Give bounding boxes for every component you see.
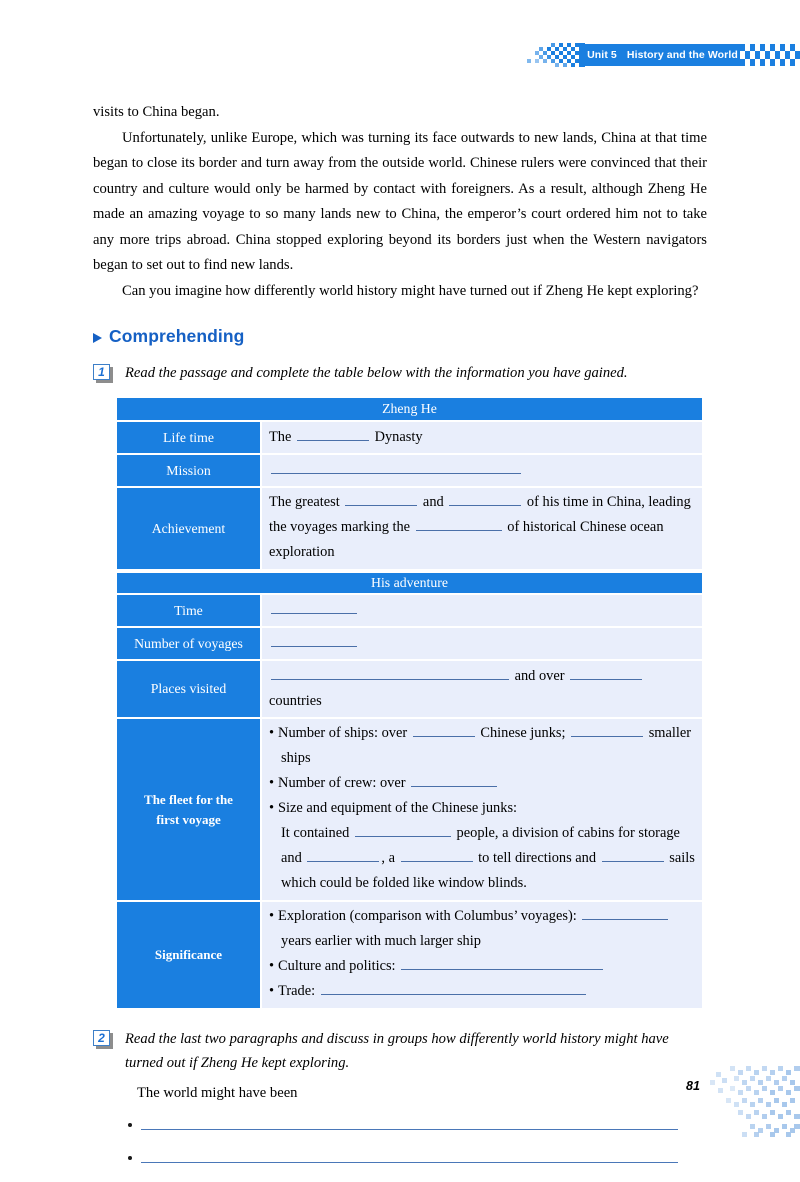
- fleet-text-g: people, a division of cabins for storage: [452, 825, 680, 841]
- fleet-text-j: to tell directions and: [474, 850, 600, 866]
- bullet-icon: •: [269, 725, 275, 741]
- achievement-text-d: the voyages marking the: [269, 519, 414, 535]
- significance-bullet-2[interactable]: [269, 954, 697, 979]
- blank-field[interactable]: [401, 955, 603, 970]
- exercise-1-instruction: Read the passage and complete the table below with the information you have gained.: [125, 365, 628, 381]
- fleet-text-e: Size and equipment of the Chinese junks:: [278, 800, 518, 816]
- places-text-a: and over: [511, 668, 569, 684]
- row-label-achievement: Achievement: [117, 488, 262, 571]
- blank-field[interactable]: [570, 665, 642, 680]
- exercise-2: [93, 1027, 707, 1075]
- table-row-time: [117, 595, 702, 628]
- fleet-label-line-2: first voyage: [156, 811, 221, 827]
- blank-field[interactable]: [602, 847, 664, 862]
- exercise-1-number-badge: [93, 364, 113, 383]
- exercise-1-number: 1: [98, 365, 105, 379]
- page-content: [93, 100, 707, 1182]
- row-label-mission: Mission: [117, 455, 262, 488]
- fleet-bullet-3-detail[interactable]: [269, 821, 697, 896]
- sig-text-c: Trade:: [278, 983, 319, 999]
- header-pattern-right-icon: [740, 44, 800, 66]
- fleet-text-l: which could be folded like window blinds.: [281, 875, 527, 891]
- row-value-places-visited[interactable]: [262, 661, 702, 719]
- paragraph-continuation: visits to China began.: [93, 104, 220, 120]
- blank-field[interactable]: [416, 516, 502, 531]
- fleet-label-line-1: The fleet for the: [144, 791, 233, 807]
- row-label-fleet: [117, 719, 262, 902]
- fleet-text-c: smaller: [645, 725, 692, 741]
- row-label-time: Time: [117, 595, 262, 628]
- row-value-time[interactable]: [262, 595, 702, 628]
- fleet-text-cont: ships: [281, 750, 311, 766]
- fleet-bullet-1[interactable]: [269, 721, 697, 771]
- exercise-2-answer-list: [128, 1116, 707, 1163]
- answer-input-line[interactable]: [141, 1129, 678, 1130]
- blank-field[interactable]: [411, 772, 497, 787]
- row-value-mission[interactable]: [262, 455, 702, 488]
- row-value-achievement[interactable]: [262, 488, 702, 571]
- unit-title: History and the World: [626, 49, 738, 61]
- blank-field[interactable]: [307, 847, 379, 862]
- triangle-right-icon: [93, 333, 102, 343]
- paragraph-3: Can you imagine how differently world history might have turned out if Zheng He kept exploring?: [122, 282, 699, 299]
- blank-field[interactable]: [271, 599, 357, 614]
- table-title-row: [117, 398, 702, 422]
- achievement-text-e: of historical Chinese ocean: [503, 519, 664, 535]
- badge-box: [93, 1030, 110, 1046]
- blank-field[interactable]: [571, 722, 643, 737]
- fleet-bullet-3[interactable]: [269, 796, 697, 821]
- blank-field[interactable]: [271, 665, 509, 680]
- unit-banner: [585, 44, 740, 66]
- blank-field[interactable]: [297, 426, 369, 441]
- answer-line-2[interactable]: [128, 1149, 707, 1163]
- blank-field[interactable]: [345, 491, 417, 506]
- fleet-text-h: and: [281, 850, 306, 866]
- comprehending-heading: [93, 326, 707, 347]
- exercise-2-prompt: The world might have been: [137, 1085, 298, 1101]
- row-label-number-of-voyages: Number of voyages: [117, 628, 262, 661]
- fleet-text-i: , a: [381, 850, 399, 866]
- table-subtitle-row: [117, 571, 702, 595]
- bullet-icon: [128, 1123, 132, 1127]
- row-label-lifetime: Life time: [117, 422, 262, 455]
- zheng-he-table: [117, 398, 702, 1010]
- row-label-places-visited: Places visited: [117, 661, 262, 719]
- blank-field[interactable]: [271, 632, 357, 647]
- exercise-2-number-badge: [93, 1030, 113, 1049]
- answer-input-line[interactable]: [141, 1162, 678, 1163]
- exercise-2-number: 2: [98, 1031, 105, 1045]
- bullet-icon: •: [269, 800, 275, 816]
- table-row-achievement: [117, 488, 702, 571]
- table-row-fleet: [117, 719, 702, 902]
- achievement-text-f: exploration: [269, 544, 335, 560]
- row-value-lifetime[interactable]: The Dynasty: [262, 422, 702, 455]
- blank-field[interactable]: [582, 905, 668, 920]
- achievement-text-b: and: [419, 494, 448, 510]
- achievement-text-a: The greatest: [269, 494, 344, 510]
- blank-field[interactable]: [449, 491, 521, 506]
- sig-text-b: Culture and politics:: [278, 958, 400, 974]
- unit-label: Unit 5: [587, 49, 617, 61]
- table-row-places-visited: [117, 661, 702, 719]
- exercise-1: [93, 361, 707, 385]
- blank-field[interactable]: [401, 847, 473, 862]
- bullet-icon: •: [269, 775, 275, 791]
- fleet-text-d: Number of crew: over: [278, 775, 410, 791]
- significance-bullet-3[interactable]: [269, 979, 697, 1004]
- exercise-2-instruction: Read the last two paragraphs and discuss in groups how differently world history might have turned out if Zheng He kept exploring.: [125, 1031, 669, 1071]
- bullet-icon: •: [269, 908, 275, 924]
- table-subtitle: His adventure: [117, 571, 702, 595]
- table-row-number-of-voyages: [117, 628, 702, 661]
- page-header: [0, 0, 800, 86]
- blank-field[interactable]: [355, 822, 451, 837]
- fleet-text-f: It contained: [281, 825, 353, 841]
- significance-bullet-1[interactable]: [269, 904, 697, 954]
- blank-field[interactable]: [321, 980, 586, 995]
- section-title: Comprehending: [109, 326, 245, 346]
- bullet-icon: •: [269, 983, 275, 999]
- fleet-text-a: Number of ships: over: [278, 725, 411, 741]
- row-value-fleet[interactable]: [262, 719, 702, 902]
- fleet-bullet-2[interactable]: [269, 771, 697, 796]
- sig-text-a: Exploration (comparison with Columbus’ voyages):: [278, 908, 581, 924]
- badge-box: [93, 364, 110, 380]
- bullet-icon: [128, 1156, 132, 1160]
- paragraph-2: Unfortunately, unlike Europe, which was turning its face outwards to new lands, China at that time began to close its border and turn away from the outside world. Chinese rulers were convinced that their country and culture would only be harmed by contact with foreigners. As a result, although Zheng He made an amazing voyage to so many lands new to China, the emperor’s court ordered him not to take any more trips abroad. China stopped exploring beyond its borders just when the Western navigators began to set out to find new lands.: [93, 129, 707, 273]
- table-row-mission: [117, 455, 702, 488]
- blank-field[interactable]: [413, 722, 475, 737]
- places-text-b: countries: [269, 693, 322, 709]
- row-value-number-of-voyages[interactable]: [262, 628, 702, 661]
- fleet-text-k: sails: [665, 850, 695, 866]
- table-row-lifetime: [117, 422, 702, 455]
- table-row-significance: [117, 902, 702, 1010]
- bullet-icon: •: [269, 958, 275, 974]
- achievement-text-c: of his time in China, leading: [523, 494, 691, 510]
- row-value-significance[interactable]: [262, 902, 702, 1010]
- fleet-text-b: Chinese junks;: [476, 725, 570, 741]
- page-number: 81: [686, 1079, 700, 1093]
- answer-line-1[interactable]: [128, 1116, 707, 1130]
- footer-pattern-icon: [708, 1066, 800, 1138]
- header-pattern-left-icon: [527, 43, 585, 67]
- row-label-significance: Significance: [117, 902, 262, 1010]
- table-title: Zheng He: [117, 398, 702, 422]
- sig-text-cont: years earlier with much larger ship: [281, 933, 481, 949]
- blank-field[interactable]: [271, 459, 521, 474]
